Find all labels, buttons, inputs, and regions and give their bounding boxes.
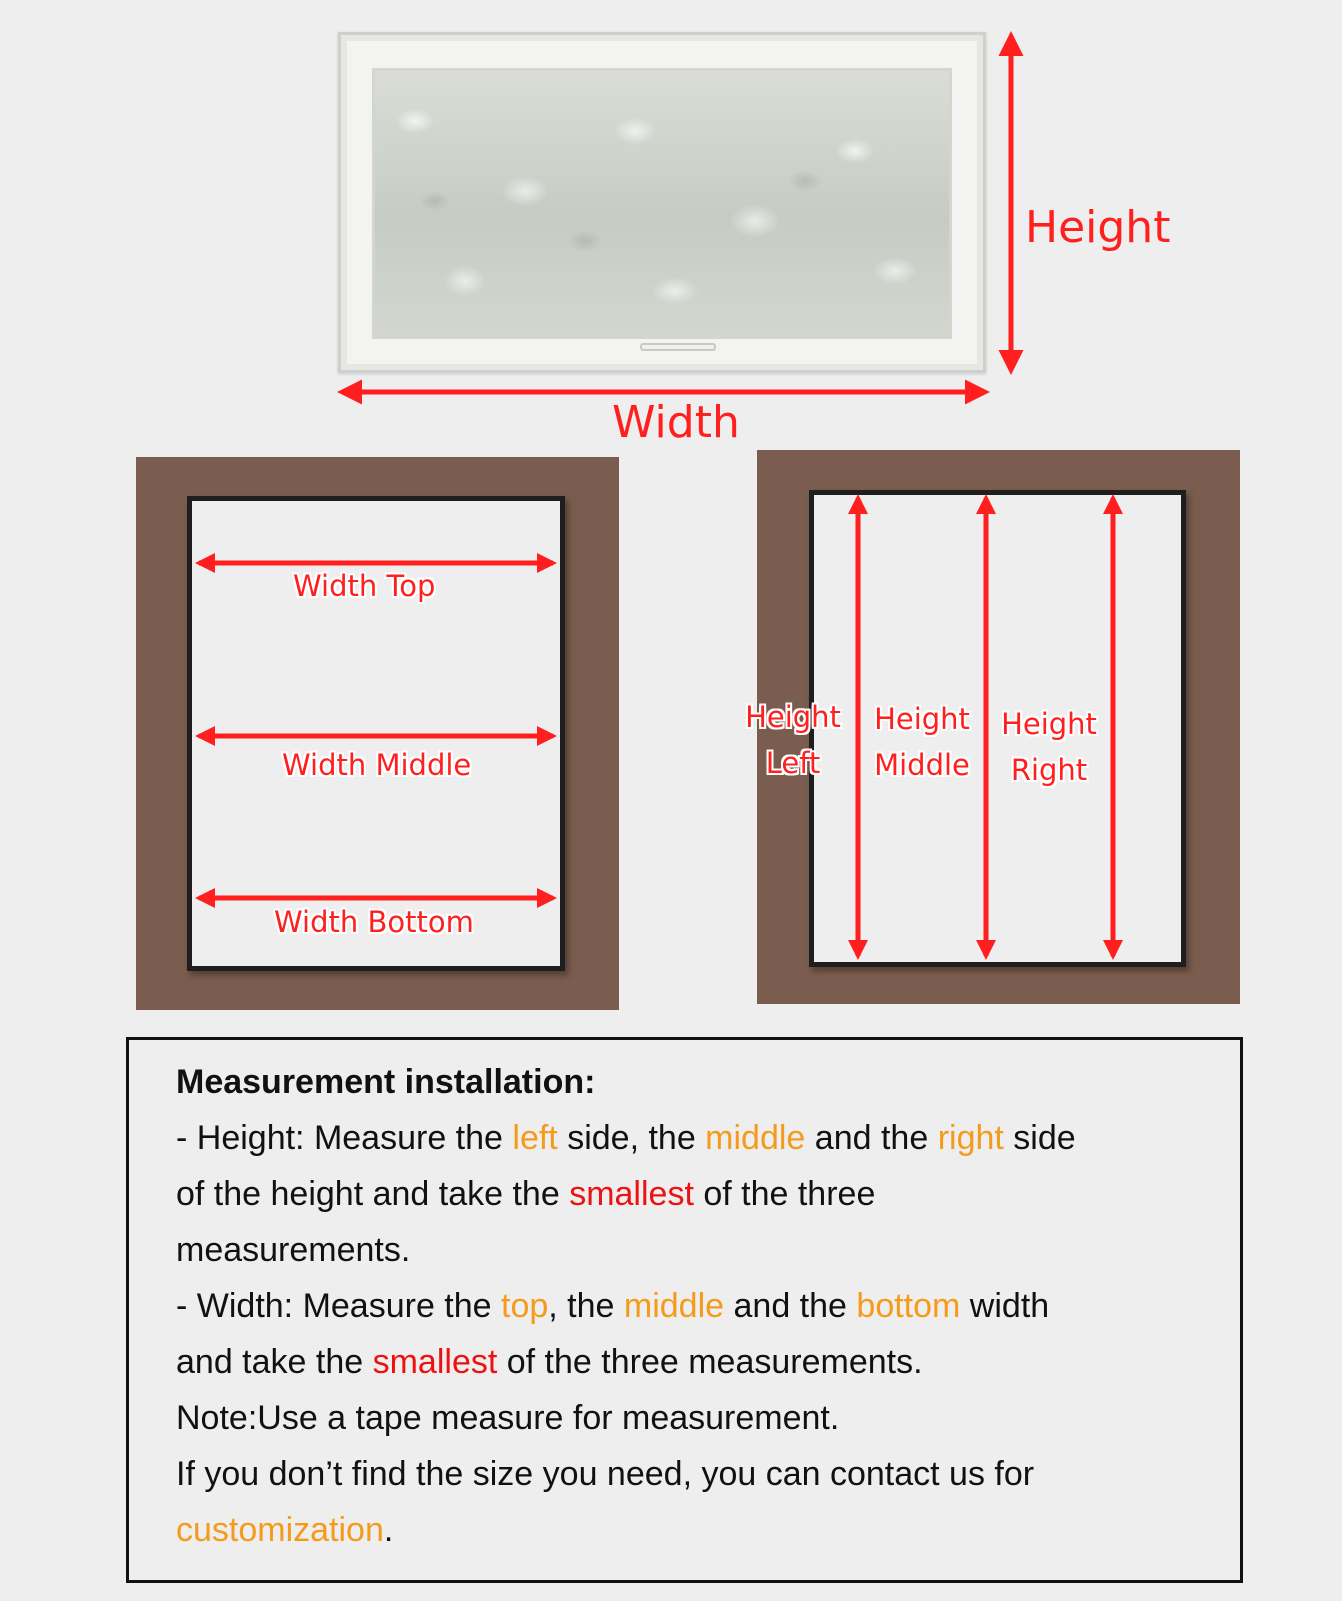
height-left-label-line2: Left: [765, 746, 821, 780]
height-right-label-line2: Right: [1010, 753, 1088, 787]
height-right-label-line1: Height: [1001, 707, 1097, 741]
highlight-middle: middle: [623, 1287, 725, 1325]
height-right-label: [985, 701, 1113, 793]
text-segment: width: [960, 1287, 1050, 1325]
text-segment: - Height: Measure the: [176, 1119, 513, 1157]
highlight-right: right: [937, 1119, 1004, 1157]
highlight-left: left: [512, 1119, 558, 1157]
height-instruction-line1: [176, 1110, 1216, 1166]
highlight-bottom: bottom: [856, 1287, 961, 1325]
highlight-customization: customization: [176, 1511, 384, 1549]
text-segment: and take the: [176, 1343, 373, 1381]
text-segment: and the: [724, 1287, 857, 1325]
contact-line: If you don’t find the size you need, you can contact us for: [176, 1455, 1035, 1493]
height-middle-label-line2: Middle: [874, 748, 970, 782]
width-instruction-line2: [176, 1334, 1216, 1390]
width-label: Width: [612, 397, 740, 448]
width-bottom-label: Width Bottom: [274, 905, 474, 939]
width-middle-label: Width Middle: [282, 748, 472, 782]
height-middle-label: [858, 696, 986, 788]
width-top-label: Width Top: [293, 569, 436, 603]
height-left-label: [728, 694, 858, 786]
text-segment: - Width: Measure the: [176, 1287, 502, 1325]
highlight-smallest: smallest: [569, 1175, 694, 1213]
instructions-content: [176, 1054, 1216, 1558]
height-label: Height: [1025, 202, 1171, 253]
height-middle-label-line1: Height: [874, 702, 970, 736]
width-instruction-line1: [176, 1278, 1216, 1334]
text-segment: , the: [548, 1287, 624, 1325]
highlight-middle: middle: [705, 1119, 806, 1157]
text-segment: of the three: [693, 1175, 876, 1213]
height-left-label-line1: Height: [745, 700, 841, 734]
note-line: Note:Use a tape measure for measurement.: [176, 1399, 840, 1437]
text-segment: side, the: [557, 1119, 706, 1157]
customization-line: [176, 1502, 1216, 1558]
height-instruction-line3: measurements.: [176, 1231, 411, 1269]
text-segment: side: [1003, 1119, 1076, 1157]
instructions-title: Measurement installation:: [176, 1063, 596, 1101]
text-segment: of the three measurements.: [497, 1343, 923, 1381]
highlight-top: top: [501, 1287, 549, 1325]
height-instruction-line2: [176, 1166, 1216, 1222]
text-segment: .: [383, 1511, 394, 1549]
highlight-smallest: smallest: [372, 1343, 498, 1381]
text-segment: of the height and take the: [176, 1175, 570, 1213]
text-segment: and the: [805, 1119, 938, 1157]
